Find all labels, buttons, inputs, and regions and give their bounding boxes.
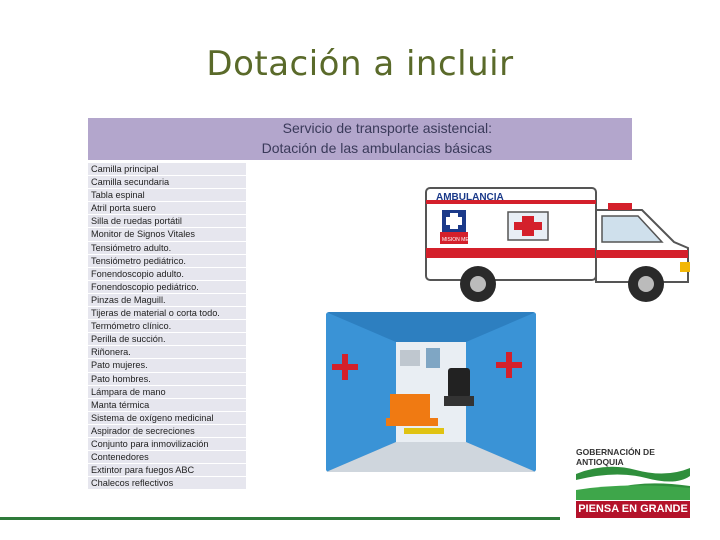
ambulance-small-label: MISION MEDICA <box>442 237 481 243</box>
slide-title: Dotación a incluir <box>206 44 514 84</box>
list-item: Manta térmica <box>88 399 246 412</box>
list-item: Fonendoscopio pediátrico. <box>88 281 246 294</box>
list-item: Tabla espinal <box>88 189 246 202</box>
mountains-icon <box>576 460 690 500</box>
ambulance-image <box>412 170 712 320</box>
list-item: Fonendoscopio adulto. <box>88 268 246 281</box>
equipment-list <box>88 163 246 490</box>
list-item: Riñonera. <box>88 346 246 359</box>
list-item: Pato hombres. <box>88 373 246 386</box>
list-item: Extintor para fuegos ABC <box>88 464 246 477</box>
list-item: Conjunto para inmovilización <box>88 438 246 451</box>
table-header <box>88 118 632 160</box>
list-item: Tensiómetro adulto. <box>88 242 246 255</box>
list-item: Tijeras de material o corta todo. <box>88 307 246 320</box>
list-item: Pinzas de Maguill. <box>88 294 246 307</box>
list-item: Atril porta suero <box>88 202 246 215</box>
list-item: Contenedores <box>88 451 246 464</box>
list-item: Tensiómetro pediátrico. <box>88 255 246 268</box>
header-line-1: Servicio de transporte asistencial: <box>282 120 492 136</box>
list-item: Pato mujeres. <box>88 359 246 372</box>
gobernacion-logo <box>570 440 696 522</box>
list-item: Camilla principal <box>88 163 246 176</box>
list-item: Silla de ruedas portátil <box>88 215 246 228</box>
list-item: Aspirador de secreciones <box>88 425 246 438</box>
ambulance-label: AMBULANCIA <box>436 192 504 203</box>
list-item: Sistema de oxígeno medicinal <box>88 412 246 425</box>
list-item: Termómetro clínico. <box>88 320 246 333</box>
logo-slogan: PIENSA EN GRANDE <box>576 501 690 518</box>
list-item: Chalecos reflectivos <box>88 477 246 490</box>
list-item: Camilla secundaria <box>88 176 246 189</box>
bottom-rule <box>0 517 560 520</box>
logo-name: GOBERNACIÓN DE ANTIOQUIA <box>576 447 655 467</box>
header-line-2: Dotación de las ambulancias básicas <box>261 140 492 156</box>
list-item: Perilla de succión. <box>88 333 246 346</box>
ambulance-interior-image <box>326 312 536 472</box>
list-item: Monitor de Signos Vitales <box>88 228 246 241</box>
list-item: Lámpara de mano <box>88 386 246 399</box>
